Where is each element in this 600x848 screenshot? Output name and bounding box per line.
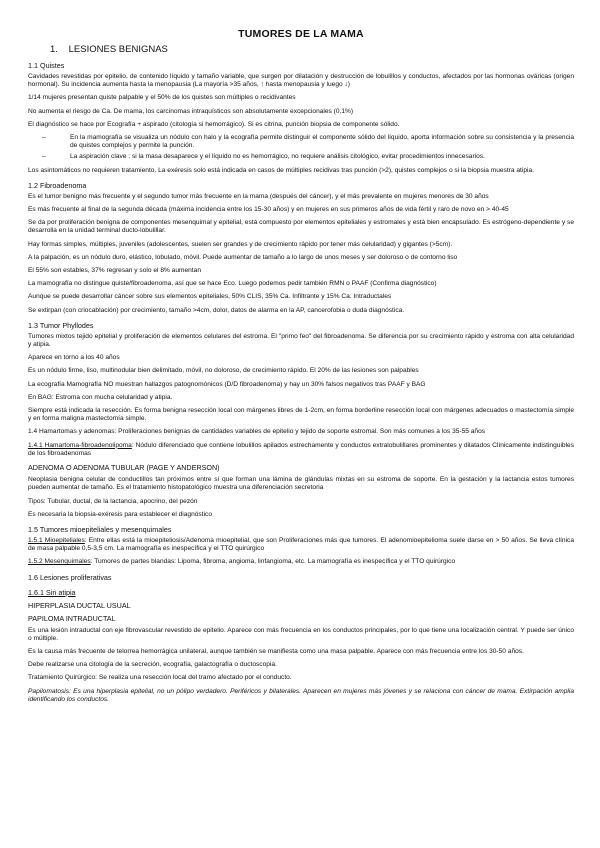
heading-proliferativas: 1.6 Lesiones proliferativas [28,572,112,582]
caps-heading-hiperplasia: HIPERPLASIA DUCTAL USUAL [28,600,131,610]
paragraph: Es más frecuente al final de la segunda década (máxima incidencia entre los 15-30 años) y en mujeres en sus primeros años de vida fértil y raro de novo en > 40-45 [28,206,509,214]
paragraph: La mamografía no distingue quiste/fibroadenoma, así que se hace Eco. Luego podemos pedir también RMN o PAAF (Confirma diagnóstico) [28,280,437,288]
paragraph-mioepiteliales: 1.5.1 Mioepiteliales: Entre ellas está la mioepiteliosis/Adenoma mioepitelial, que son Proliferaciones más que tumores. El adenomioepitelioma suele darse en > 50 años. Se lleva clínica de masa palpable 0,5-3,5 cm. La mamografía es inespecífica y el TTO quirúrgico [28,536,574,553]
paragraph: Hay formas simples, múltiples, juveniles (adolescentes, suelen ser grandes y de crecimiento rápido por tener más celularidad) y gigantes (>5cm). [28,240,453,248]
paragraph: A la palpación, es un nódulo duro, elástico, lobulado, móvil. Puede aumentar de tamaño a lo largo de unos meses y ser doloroso o de contorno liso [28,253,458,261]
heading-phyllodes: 1.3 Tumor Phyllodes [28,320,94,330]
paragraph: Es un nódulo firme, liso, multinodular bien delimitado, móvil, no doloroso, de crecimiento rápido. El 20% de las lesiones son palpables [28,367,419,375]
paragraph-mesenquimales: 1.5.2 Mesenquimales: Tumores de partes blandas: Lipoma, fibroma, angioma, linfangioma, etc. La mamografía es inespecífica y el TTO quirúrgico [28,558,456,566]
paragraph: Aparece en torno a los 40 años [28,354,120,362]
bullet-list [28,134,574,162]
paragraph: Tumores mixtos tejido epitelial y proliferación de elementos celulares del estroma. El "primo feo" del fibroadenoma. Se diferencia por su crecimiento rápido y estroma con alta celularidad y atipia. [28,332,574,349]
paragraph: La ecografía Mamografía NO muestran hallazgos patognomónicos (D/D fibroadenoma) y hay un 30% falsos negativos tras PAAF y BAG [28,380,426,388]
paragraph: El diagnóstico se hace por Ecografía + aspirado (citología si hemorrágico). Si es citrina, punción biopsia de componente sólido. [28,120,400,128]
heading-mioepiteliales: 1.5 Tumores mioepiteliales y mesenquimales [28,524,172,534]
paragraph-hamartomas: 1.4 Hamartomas y adenomas: Proliferaciones benignas de cantidades variables de epitelio y tejido de soporte estromal. Son más comunes a los 35-55 años [28,428,486,436]
paragraph: No aumenta el riesgo de Ca. De mama, los carcinomas intraquísticos son absolutamente excepcionales (0,1%) [28,107,354,115]
section-label: LESIONES BENIGNAS [68,44,168,55]
section-heading [50,44,574,55]
paragraph: Aunque se puede desarrollar cáncer sobre sus elementos epiteliales, 50% CLIS, 35% Ca. Infiltrante y 15% Ca. Intraductales [28,293,392,301]
paragraph: 1/14 mujeres presentan quiste palpable y el 50% de los quistes son múltiples o recidivantes [28,94,296,102]
paragraph: Siempre está indicada la resección. Es forma benigna resección local con márgenes libres de 1-2cm, en forma borderline resección local con márgenes adecuados o mastectomía simple y en forma maligna mastectomía simple. [28,407,574,423]
paragraph: Cavidades revestidas por epitelio, de contenido líquido y tamaño variable, que surgen por dilatación y destrucción de lobulillos y conductos, afectados por las hormonas ováricas (origen hormonal). Su incidencia aumenta hasta la menopausia (La mayoría >35 años, ↑ hasta menopausia y luego ↓) [28,73,574,89]
subheading-link: 1.4.1 Hamartoma-fibroadenolipoma [28,441,132,449]
caps-heading-adenoma: ADENOMA O ADENOMA TUBULAR (PAGE Y ANDERSON) [28,463,220,473]
document-page [28,24,574,709]
paragraph-papilomatosis: Papilomatosis: Es una hiperplasia epitelial, no un pólipo verdadero. Periféricos y bilaterales. Aparecen en mujeres más jóvenes y se relaciona con cáncer de mama. Extirpación amplia identificando los conductos. [28,687,574,703]
paragraph: Es el tumor benigno más frecuente y el segundo tumor más frecuente en la mama (después del cáncer), y el más prevalente en mujeres menores de 30 años [28,192,489,200]
paragraph: Tipos: Tubular, ductal, de la lactancia, apocrino, del pezón [28,497,198,505]
paragraph: En BAG: Estroma con mucha celularidad y atipia. [28,393,173,401]
paragraph: Debe realizarse una citología de la secreción, ecografía, galactografía o ductoscopia. [28,661,277,669]
heading-fibroadenoma: 1.2 Fibroadenoma [28,180,87,190]
subheading-sin-atipia: 1.6.1 Sin atipia [28,587,76,597]
paragraph: Es la causa más frecuente de telorrea hemorrágica unilateral, aunque también se manifiesta como una masa palpable. Aparece con más frecuencia entre los 30-50 años. [28,647,524,655]
document-title: TUMORES DE LA MAMA [238,28,364,40]
paragraph-hamartoma-fibroadenolipoma: 1.4.1 Hamartoma-fibroadenolipoma: Nódulo diferenciado que contiene lobulillos apilados estrechamente y conductos extralobulillares prominentes y dilatados Clínicamente indistinguibles de los fibroadenomas [28,441,574,457]
list-item: – La aspiración clave : si la masa desaparece y el líquido no es hemorrágico, no requiere análisis citológico, evitar procedimientos innecesarios. [42,153,485,161]
caps-heading-papiloma: PAPILOMA INTRADUCTAL [28,613,116,623]
heading-quistes: 1.1 Quistes [28,61,65,70]
paragraph: Se extirpan (con criocablación) por crecimiento, tamaño >4cm, dolor, datos de alarma en la AP, cancerofobia o duda diagnóstica. [28,306,405,314]
paragraph: Los asintomáticos no requieren tratamiento. La exéresis solo está indicada en casos de múltiples recidivas tras punción (>2), quistes complejos o si la biopsia muestra atipia. [28,166,534,174]
paragraph: Es una lesión intraductal con eje fibrovascular revestido de epitelio. Aparece con más frecuencia en los conductos principales, por lo que tiene una localización central. Y puede ser único o múltiple. [28,626,574,642]
paragraph: Es necesaria la biopsia-exéresis para establecer el diagnóstico [28,510,212,518]
paragraph: Neoplasia benigna celular de conductillos tan próximos entre sí que forman una lámina de glándulas mixtas en su estroma de soporte. En la gestación y la lactancia estos tumores pueden aumentar de tamaño. Es el tratamiento histopatológico muestra una diferenciación secretoria [28,476,574,492]
paragraph: Tratamiento Quirúrgico: Se realiza una resección local del tramo afectado por el conducto. [28,674,292,682]
section-number: 1. [50,44,58,55]
list-item: – En la mamografía se visualiza un nódulo con halo y la ecografía permite distinguir el componente sólido del líquido, aporta información sobre su consistencia y la presencia de quistes complejos y permite la punción. [42,134,574,150]
paragraph: Se da por proliferación benigna de componentes mesenquimal y epitelial, está compuesto por elementos epiteliales y estromales y está bien encapsulado. Es estrógeno-dependiente y se desarrolla en la unidad terminal ducto-lobulillar. [28,219,574,235]
paragraph: El 55% son estables, 37% regresan y solo el 8% aumentan [28,267,202,275]
